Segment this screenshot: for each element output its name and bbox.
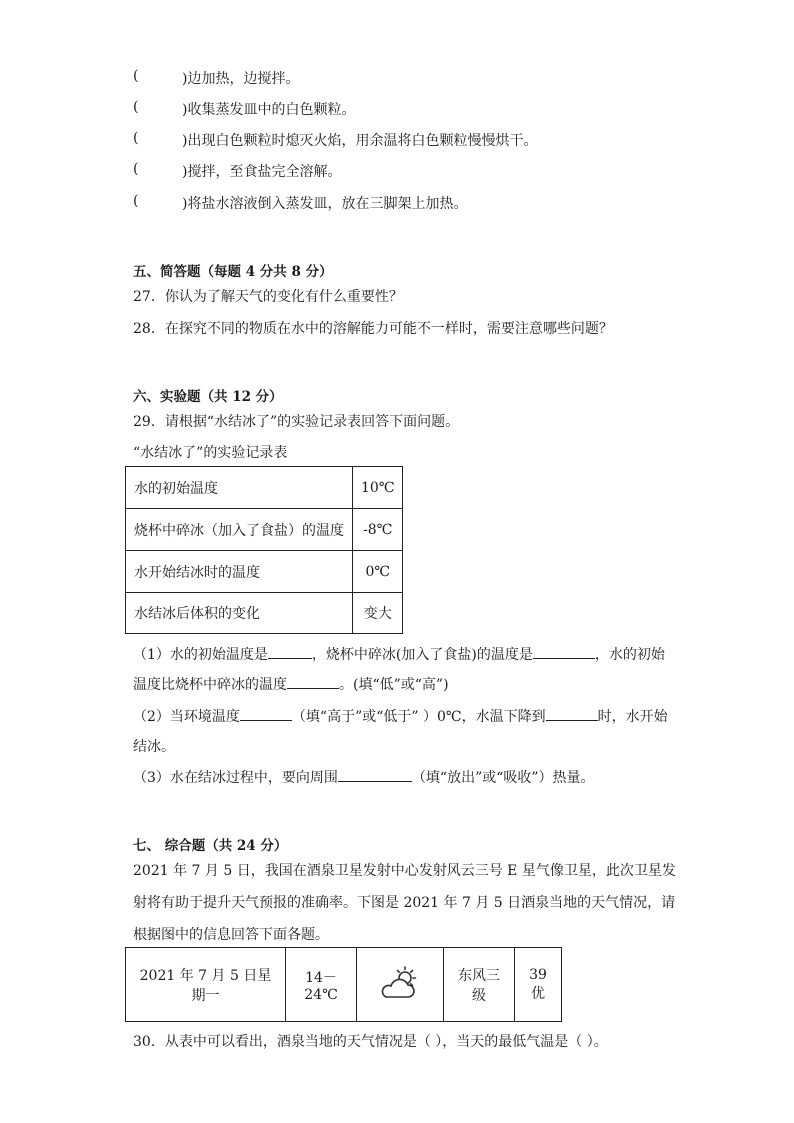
section-5-heading: 五、简答题（每题 4 分共 8 分） [133, 264, 333, 280]
ordering-item-text: )收集蒸发皿中的白色颗粒。 [182, 102, 356, 118]
table-cell-value: 10℃ [353, 467, 403, 509]
experiment-record-table [125, 466, 403, 634]
answer-blank[interactable] [533, 644, 595, 659]
question-28: 28．在探究不同的物质在水中的溶解能力可能不一样时，需要注意哪些问题？ [133, 321, 613, 337]
weather-icon-cell [357, 948, 444, 1022]
partly-cloudy-sun-icon [378, 964, 422, 1002]
answer-blank[interactable] [287, 674, 339, 689]
sub-question-2-line-2: 结冰。 [133, 739, 175, 755]
ordering-item-text: )搅拌，至食盐完全溶解。 [182, 164, 342, 180]
answer-blank[interactable] [240, 706, 292, 721]
ordering-item: ( )出现白色颗粒时熄灭火焰，用余温将白色颗粒慢慢烘干。 [133, 130, 538, 149]
table-cell-label: 水结冰后体积的变化 [126, 593, 353, 634]
ordering-item-text: )边加热，边搅拌。 [182, 71, 300, 87]
question-30: 30．从表中可以看出，酒泉当地的天气情况是（ ），当天的最低气温是（ ）。 [133, 1034, 608, 1050]
table-cell-value: -8℃ [353, 509, 403, 551]
ordering-item-text: )出现白色颗粒时熄灭火焰，用余温将白色颗粒慢慢烘干。 [182, 133, 538, 149]
section-7-heading: 七、 综合题（共 24 分） [133, 838, 288, 854]
ordering-item-text: )将盐水溶液倒入蒸发皿，放在三脚架上加热。 [182, 196, 468, 212]
table-row [126, 948, 562, 1022]
question-29: 29．请根据“水结冰了”的实验记录表回答下面问题。 [133, 414, 460, 430]
ordering-item: ( )将盐水溶液倒入蒸发皿，放在三脚架上加热。 [133, 193, 468, 212]
sub-question-2: （2）当环境温度 （填“高于”或“低于” ）0℃，水温下降到 时，水开始 [133, 706, 668, 726]
table-cell-label: 水的初始温度 [126, 467, 353, 509]
table-cell-value: 0℃ [353, 551, 403, 593]
ordering-item: ( )边加热，边搅拌。 [133, 68, 300, 87]
paragraph-line: 2021 年 7 月 5 日，我国在酒泉卫星发射中心发射风云三号 E 星气像卫星，此次卫星发 [133, 863, 676, 879]
table-row [126, 467, 403, 509]
question-27: 27．你认为了解天气的变化有什么重要性？ [133, 289, 403, 305]
weather-aqi: 39 优 [515, 948, 562, 1022]
sub-question-1: （1）水的初始温度是 ，烧杯中碎冰(加入了食盐)的温度是 ，水的初始 [133, 644, 665, 664]
table-cell-label: 水开始结冰时的温度 [126, 551, 353, 593]
answer-blank[interactable] [338, 767, 412, 782]
weather-temp-range: 14－24℃ [286, 948, 357, 1022]
table-row [126, 593, 403, 634]
answer-blank[interactable] [268, 644, 312, 659]
weather-wind: 东风三级 [444, 948, 515, 1022]
section-6-heading: 六、实验题（共 12 分） [133, 389, 283, 405]
table-cell-label: 烧杯中碎冰（加入了食盐）的温度 [126, 509, 353, 551]
paragraph-line: 根据图中的信息回答下面各题。 [133, 927, 329, 943]
ordering-item: ( )搅拌，至食盐完全溶解。 [133, 161, 342, 180]
weather-date: 2021 年 7 月 5 日星期一 [126, 948, 286, 1022]
ordering-item: ( )收集蒸发皿中的白色颗粒。 [133, 99, 356, 118]
weather-table [125, 947, 562, 1022]
table-row [126, 551, 403, 593]
sub-question-3: （3）水在结冰过程中，要向周围 （填“放出”或“吸收”）热量。 [133, 767, 595, 787]
answer-blank[interactable] [546, 706, 598, 721]
table-row [126, 509, 403, 551]
paragraph-line: 射将有助于提升天气预报的准确率。下图是 2021 年 7 月 5 日酒泉当地的天气情况，请 [133, 895, 676, 911]
sub-question-1-line-2: 温度比烧杯中碎冰的温度 。(填“低”或“高”) [133, 674, 449, 694]
table-caption: “水结冰了”的实验记录表 [133, 445, 288, 461]
table-cell-value: 变大 [353, 593, 403, 634]
